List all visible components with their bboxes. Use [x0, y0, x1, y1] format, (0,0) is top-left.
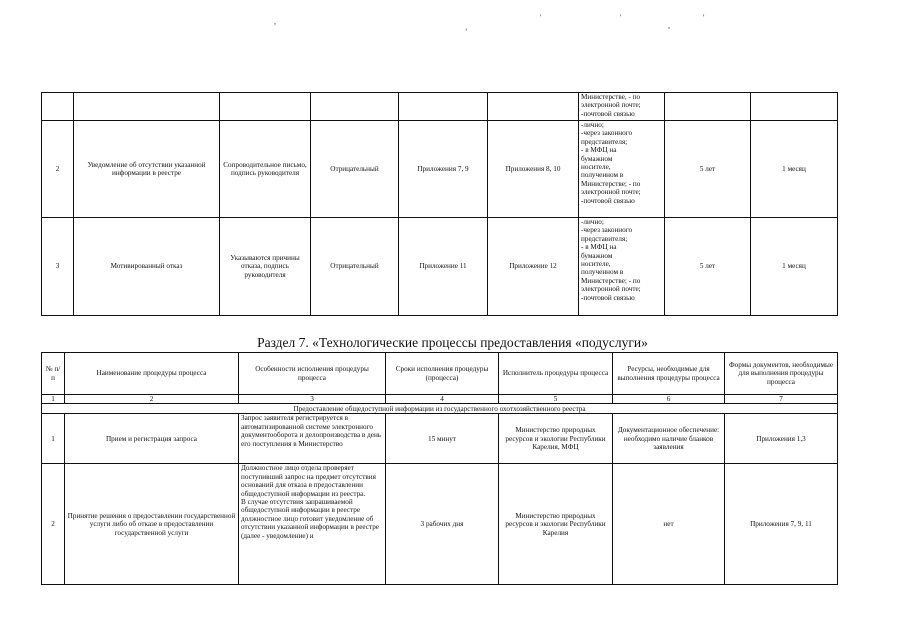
col-number: 2: [65, 395, 239, 404]
result-form: Приложения 7, 9: [399, 121, 488, 218]
procedure-resources: нет: [613, 464, 725, 585]
procedure-executor: Министерство природных ресурсов и экологии Республики Карелия: [499, 464, 613, 585]
receipt-methods: Министерстве, - по электронной почте; -почтовой связью: [579, 93, 665, 121]
scan-mark: ': [540, 13, 542, 22]
results-table: [41, 92, 838, 316]
result-name: [74, 93, 220, 121]
table-row: [42, 218, 838, 316]
scan-mark: ': [620, 13, 622, 22]
storage-term-body: [665, 93, 751, 121]
result-type: Отрицательный: [311, 218, 399, 316]
result-form: Приложение 11: [399, 218, 488, 316]
table-row: [42, 121, 838, 218]
receipt-methods: -лично; -через законного представителя; - в МФЦ на бумажном носителе, полученном в Министерстве; - по электронной почте; -почтовой связью: [579, 218, 665, 316]
col-number: 3: [239, 395, 386, 404]
col-number: 5: [499, 395, 613, 404]
procedure-term: 15 минут: [386, 414, 499, 464]
group-title-row: [42, 404, 838, 414]
result-type: [311, 93, 399, 121]
row-number: 1: [42, 414, 65, 464]
col-header-term: Сроки исполнения процедуры (процесса): [386, 353, 499, 395]
table-row: [42, 93, 838, 121]
procedure-executor: Министерство природных ресурсов и экологии Республики Карелия, МФЦ: [499, 414, 613, 464]
storage-term-body: 5 лет: [665, 121, 751, 218]
row-number: [42, 93, 74, 121]
scan-mark: ,: [668, 21, 670, 30]
result-name: Мотивированный отказ: [74, 218, 220, 316]
table-row: [42, 464, 838, 585]
col-header-details: Особенности исполнения процедуры процесса: [239, 353, 386, 395]
row-number: 2: [42, 464, 65, 585]
col-header-executor: Исполнитель процедуры процесса: [499, 353, 613, 395]
procedure-name: Принятие решения о предоставлении государственной услуги либо об отказе в предоставлении государственной услуги: [65, 464, 239, 585]
group-title: Предоставление общедоступной информации из государственного охотхозяйственного реестра: [42, 404, 838, 414]
result-form: [399, 93, 488, 121]
procedure-forms: Приложения 7, 9, 11: [725, 464, 838, 585]
procedure-details: Должностное лицо отдела проверяет поступивший запрос на предмет отсутствия оснований для отказа в предоставлении общедоступной информации из реестра. В случае отсутствия запрашиваемой общедоступной информации в реестре должностное лицо готовит уведомление об отсутствии указанной информации в реестре (далее - уведомление) и: [239, 464, 386, 585]
column-numbers-row: [42, 395, 838, 404]
storage-term-mfc: [751, 93, 838, 121]
result-name: Уведомление об отсутствии указанной информации в реестре: [74, 121, 220, 218]
receipt-methods: -лично; -через законного представителя; - в МФЦ на бумажном носителе, полученном в Министерстве; - по электронной почте; -почтовой связью: [579, 121, 665, 218]
col-header-forms: Формы документов, необходимые для выполнения процедуры процесса: [725, 353, 838, 395]
col-number: 6: [613, 395, 725, 404]
procedure-details: Запрос заявителя регистрируется в автоматизированной системе электронного документооборота и делопроизводства в день его поступления в Министерство: [239, 414, 386, 464]
result-document: [220, 93, 311, 121]
col-number: 7: [725, 395, 838, 404]
row-number: 3: [42, 218, 74, 316]
processes-table: [41, 352, 838, 585]
procedure-term: 3 рабочих дня: [386, 464, 499, 585]
table-row: [42, 414, 838, 464]
section-title: Раздел 7. «Технологические процессы предоставления «подуслуги»: [257, 335, 648, 350]
procedure-forms: Приложения 1,3: [725, 414, 838, 464]
header-row: [42, 353, 838, 395]
result-type: Отрицательный: [311, 121, 399, 218]
procedure-resources: Документационное обеспечение: необходимо наличие бланков заявления: [613, 414, 725, 464]
result-document: Сопроводительное письмо, подпись руководителя: [220, 121, 311, 218]
row-number: 2: [42, 121, 74, 218]
result-sample: Приложение 12: [488, 218, 579, 316]
result-sample: Приложения 8, 10: [488, 121, 579, 218]
col-header-number: № п/п: [42, 353, 65, 395]
col-header-resources: Ресурсы, необходимые для выполнения процедуры процесса: [613, 353, 725, 395]
scan-mark: ‘: [465, 27, 468, 36]
col-number: 4: [386, 395, 499, 404]
storage-term-body: 5 лет: [665, 218, 751, 316]
scan-mark: ': [703, 13, 705, 22]
col-number: 1: [42, 395, 65, 404]
col-header-procedure: Наименование процедуры процесса: [65, 353, 239, 395]
result-sample: [488, 93, 579, 121]
result-document: Указываются причины отказа, подпись руководителя: [220, 218, 311, 316]
procedure-name: Прием и регистрация запроса: [65, 414, 239, 464]
storage-term-mfc: 1 месяц: [751, 121, 838, 218]
scan-mark: ,: [274, 17, 276, 26]
storage-term-mfc: 1 месяц: [751, 218, 838, 316]
